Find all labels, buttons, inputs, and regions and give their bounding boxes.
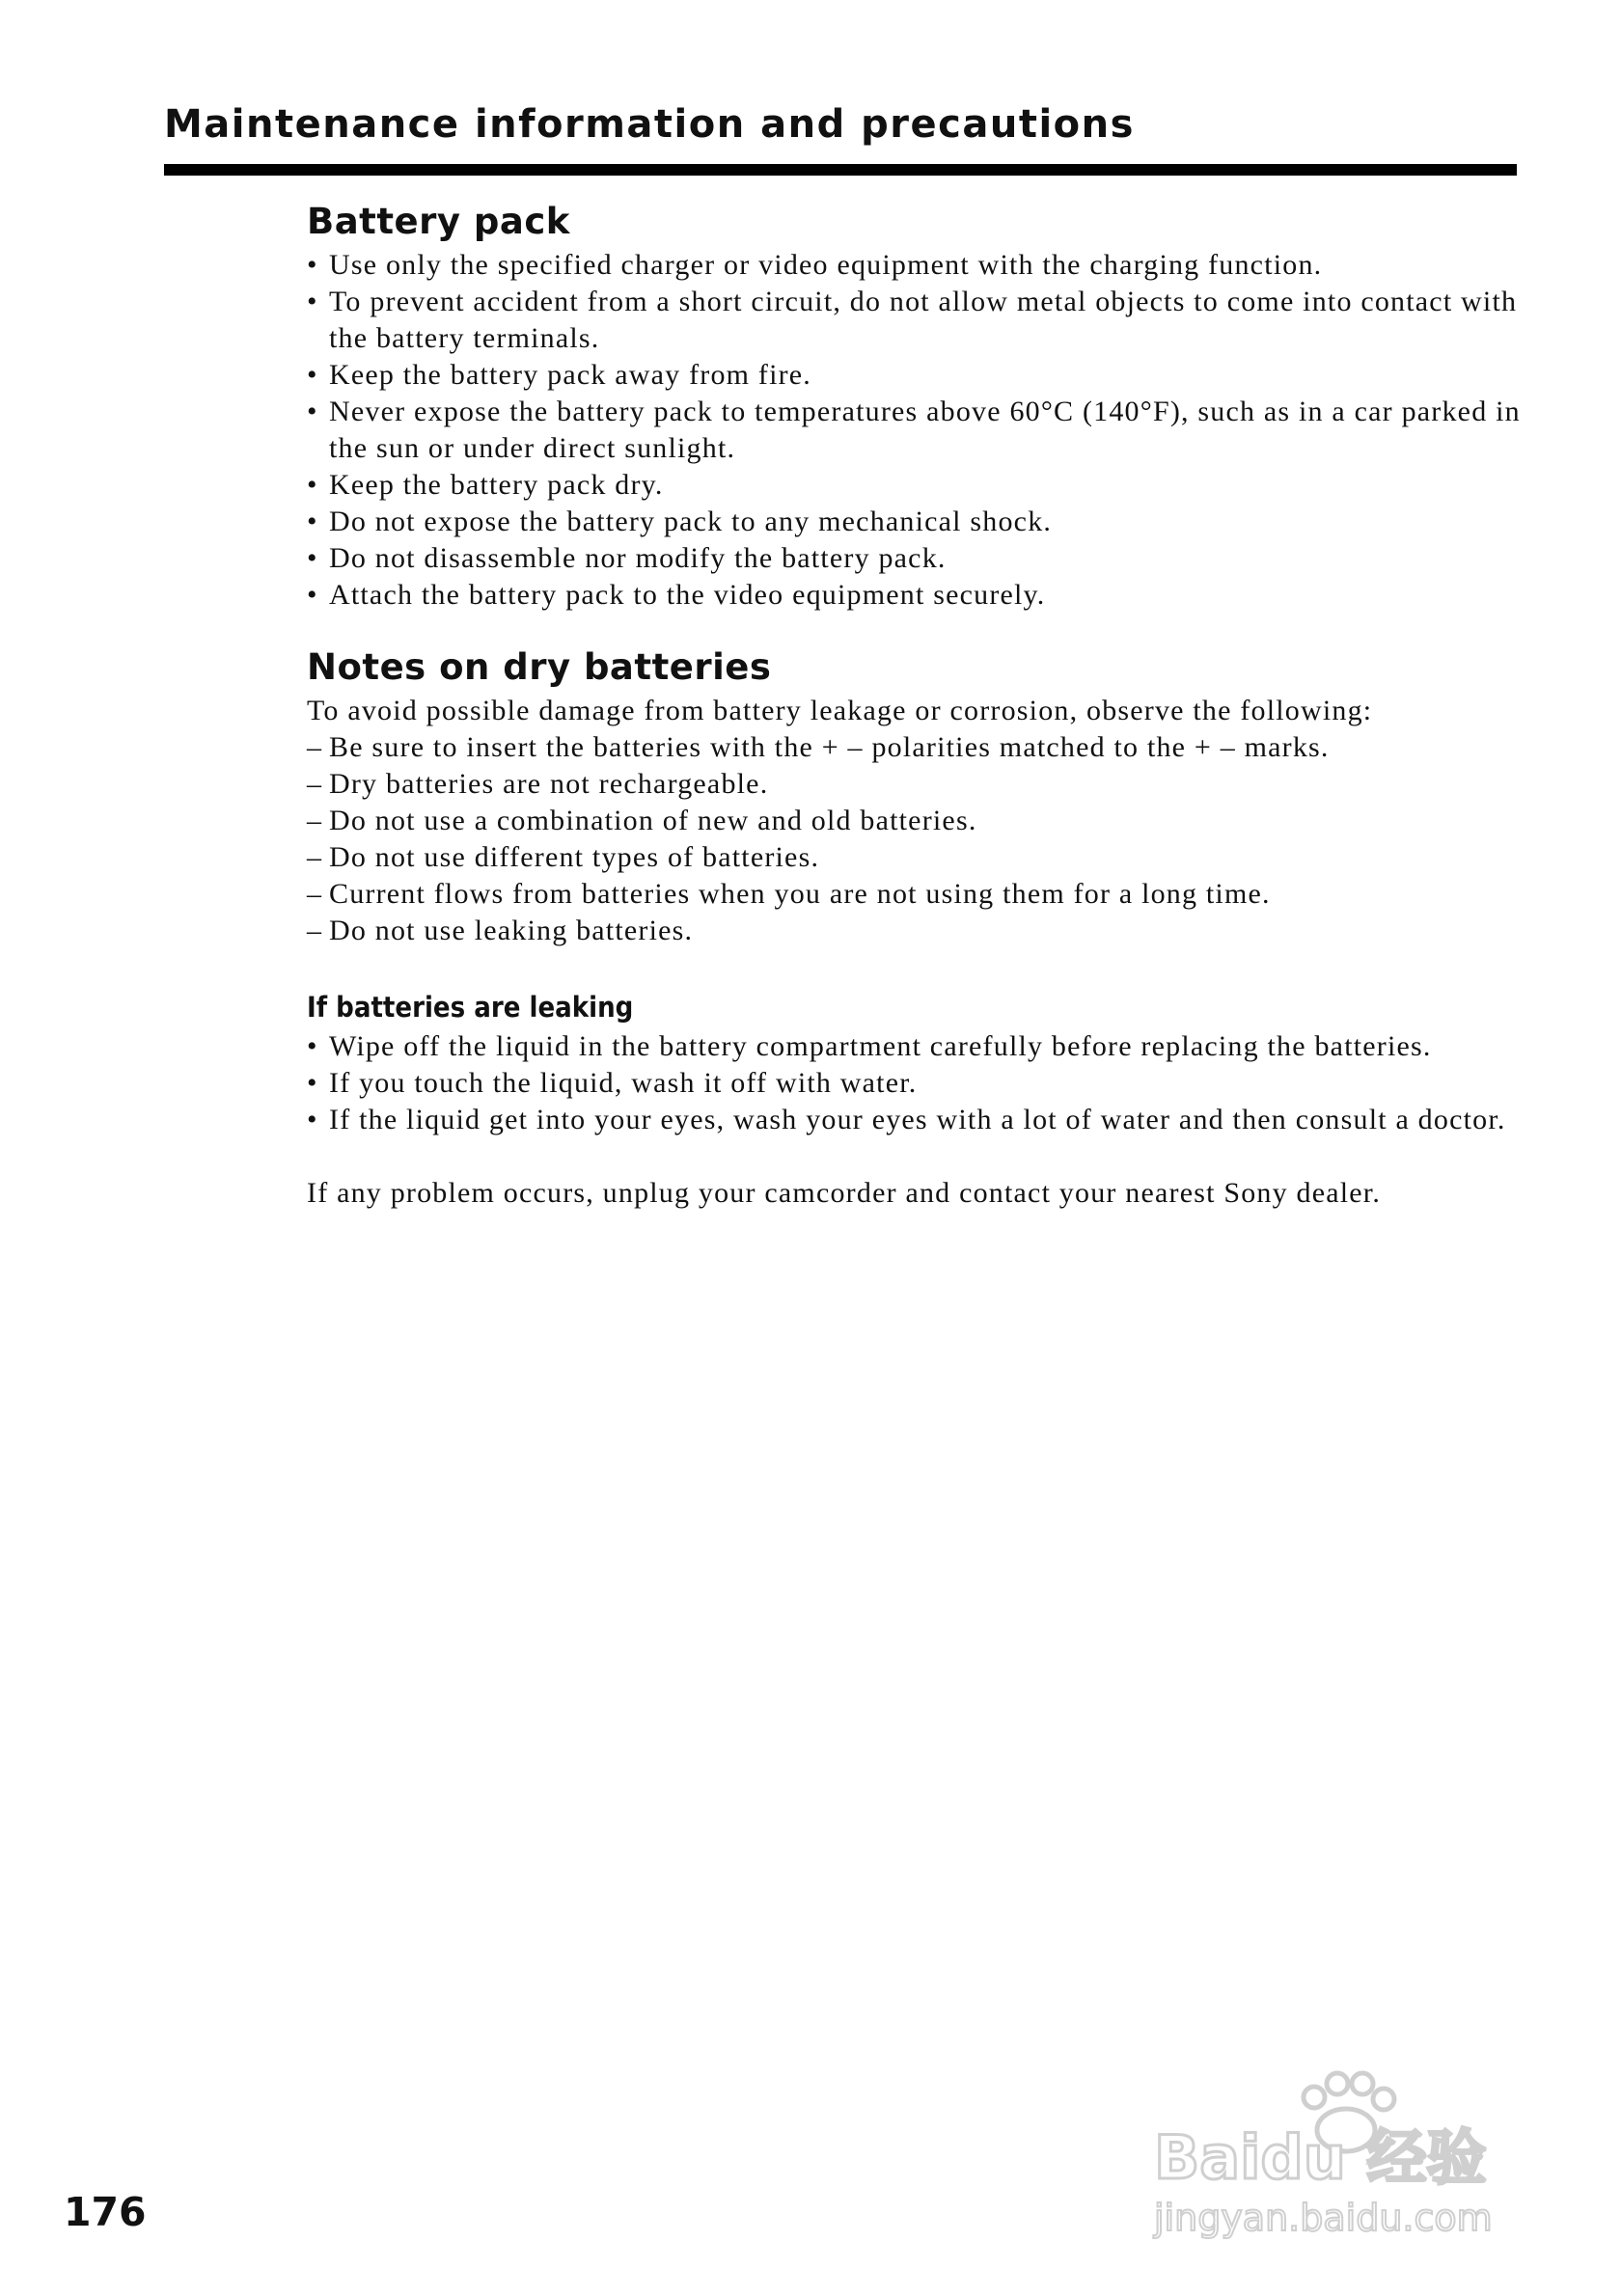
list-item-text: Use only the specified charger or video equipment with the charging function.: [329, 249, 1323, 281]
list-item-text: Do not use a combination of new and old batteries.: [329, 805, 977, 836]
dry-batteries-intro: To avoid possible damage from battery leakage or corrosion, observe the following:: [307, 695, 1373, 726]
list-item-text: Current flows from batteries when you are not using them for a long time.: [329, 878, 1271, 910]
list-item: [307, 357, 1532, 394]
dash-marker: –: [307, 915, 323, 946]
list-item-text: Do not use different types of batteries.: [329, 841, 820, 873]
page-title: Maintenance information and precautions: [164, 102, 1135, 147]
list-item-text: Do not disassemble nor modify the battery pack.: [329, 542, 947, 574]
list-item: [307, 394, 1532, 467]
spacer: [307, 949, 1532, 986]
dry-batteries-heading: Notes on dry batteries: [307, 646, 772, 688]
bullet-marker: •: [307, 1104, 318, 1135]
battery-pack-list: [307, 247, 1532, 614]
dash-marker: –: [307, 878, 323, 910]
leaking-section: [307, 986, 1532, 1138]
list-item-text: Attach the battery pack to the video equipment securely.: [329, 579, 1046, 611]
dash-marker: –: [307, 805, 323, 836]
list-item: [307, 729, 1532, 766]
dash-marker: –: [307, 731, 323, 763]
bullet-marker: •: [307, 286, 318, 317]
content-area: [307, 197, 1532, 1212]
spacer: [307, 1138, 1532, 1175]
battery-pack-heading: Battery pack: [307, 201, 570, 242]
bullet-marker: •: [307, 579, 318, 611]
list-item-text: Dry batteries are not rechargeable.: [329, 768, 769, 800]
closing-note: If any problem occurs, unplug your camcorder and contact your nearest Sony dealer.: [307, 1177, 1382, 1209]
title-rule: [164, 164, 1517, 176]
bullet-marker: •: [307, 542, 318, 574]
bullet-marker: •: [307, 396, 318, 427]
list-item-text: Do not expose the battery pack to any mechanical shock.: [329, 506, 1053, 537]
bullet-marker: •: [307, 359, 318, 391]
spacer: [307, 614, 1532, 642]
list-item: [307, 839, 1532, 876]
list-item-text: If the liquid get into your eyes, wash your eyes with a lot of water and then consult a doctor.: [329, 1104, 1506, 1135]
bullet-marker: •: [307, 249, 318, 281]
page-number: 176: [64, 2189, 147, 2235]
list-item: [307, 1102, 1532, 1138]
list-item: [307, 577, 1532, 614]
list-item: [307, 1065, 1532, 1102]
leaking-list: [307, 1028, 1532, 1138]
list-item: [307, 540, 1532, 577]
list-item-text: Keep the battery pack dry.: [329, 469, 664, 501]
list-item: [307, 467, 1532, 504]
list-item-text: If you touch the liquid, wash it off with water.: [329, 1067, 918, 1099]
leaking-heading: If batteries are leaking: [307, 991, 634, 1024]
list-item: [307, 876, 1532, 913]
list-item: [307, 766, 1532, 803]
list-item-text: Wipe off the liquid in the battery compartment carefully before replacing the batteries.: [329, 1030, 1432, 1062]
list-item-text: Be sure to insert the batteries with the + – polarities matched to the + – marks.: [329, 731, 1330, 763]
list-item-text: Keep the battery pack away from fire.: [329, 359, 812, 391]
bullet-marker: •: [307, 469, 318, 501]
list-item-text: Do not use leaking batteries.: [329, 915, 694, 946]
bullet-marker: •: [307, 1067, 318, 1099]
list-item: [307, 284, 1532, 357]
dry-batteries-list: [307, 729, 1532, 949]
battery-pack-section: [307, 197, 1532, 614]
watermark-url: jingyan.baidu.com: [1154, 2197, 1493, 2239]
list-item: [307, 504, 1532, 540]
list-item: [307, 247, 1532, 284]
list-item: [307, 803, 1532, 839]
list-item: [307, 1028, 1532, 1065]
baidu-watermark: [1148, 2055, 1544, 2248]
dash-marker: –: [307, 841, 323, 873]
watermark-brand: Baidu 经验: [1154, 2122, 1487, 2193]
bullet-marker: •: [307, 1030, 318, 1062]
list-item-text: To prevent accident from a short circuit, do not allow metal objects to come into contact with the battery terminals.: [329, 286, 1518, 354]
dry-batteries-section: [307, 642, 1532, 949]
bullet-marker: •: [307, 506, 318, 537]
dash-marker: –: [307, 768, 323, 800]
list-item-text: Never expose the battery pack to temperatures above 60°C (140°F), such as in a car parked in the sun or under direct sunlight.: [329, 396, 1521, 464]
list-item: [307, 913, 1532, 949]
